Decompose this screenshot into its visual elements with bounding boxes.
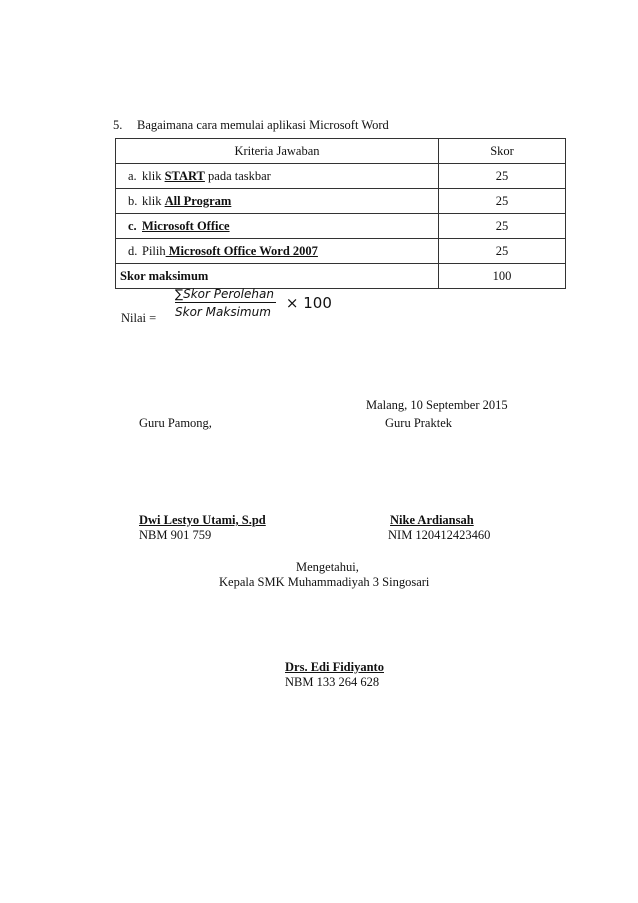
- row-score: 25: [439, 239, 566, 264]
- head-signer-name: Drs. Edi Fidiyanto: [285, 660, 384, 674]
- row-letter: c.: [128, 218, 137, 233]
- place-date: Malang, 10 September 2015: [366, 398, 508, 412]
- right-role: Guru Praktek: [385, 416, 452, 430]
- head-signer-id: NBM 133 264 628: [285, 675, 380, 689]
- row-score: 25: [439, 214, 566, 239]
- total-score: 100: [439, 264, 566, 289]
- formula-numerator: ∑Skor Perolehan: [175, 287, 274, 301]
- left-role: Guru Pamong,: [139, 416, 212, 430]
- row-letter: a.: [128, 168, 137, 183]
- formula-multiplier: × 100: [285, 294, 332, 312]
- table-row: [116, 239, 566, 264]
- row-text-before: Pilih: [142, 243, 166, 258]
- table-total-row: [116, 264, 566, 289]
- left-signer-name: Dwi Lestyo Utami, S.pd: [139, 513, 266, 527]
- table-header-row: [116, 139, 566, 164]
- formula-label: Nilai =: [121, 311, 157, 325]
- table-row: [116, 189, 566, 214]
- row-letter: d.: [128, 243, 138, 258]
- formula-denominator: Skor Maksimum: [175, 305, 271, 319]
- row-text-before: klik: [142, 168, 165, 183]
- row-text-after: pada taskbar: [204, 168, 271, 183]
- scoring-table: [115, 138, 566, 289]
- score-formula: [175, 287, 332, 319]
- acknowledge-label: Mengetahui,: [296, 560, 359, 574]
- table-row: [116, 214, 566, 239]
- row-emphasis: START: [164, 168, 205, 183]
- total-label: Skor maksimum: [116, 264, 439, 289]
- table-row: [116, 164, 566, 189]
- header-score: Skor: [439, 139, 566, 164]
- question: [113, 118, 389, 133]
- right-signer-id: NIM 120412423460: [388, 528, 491, 542]
- row-emphasis: All Program: [164, 193, 232, 208]
- question-text: Bagaimana cara memulai aplikasi Microsoft Word: [137, 118, 389, 132]
- row-text-before: klik: [142, 193, 165, 208]
- left-signer-id: NBM 901 759: [139, 528, 212, 542]
- row-letter: b.: [128, 193, 138, 208]
- formula-fraction: [175, 287, 276, 319]
- row-score: 25: [439, 189, 566, 214]
- header-criteria: Kriteria Jawaban: [116, 139, 439, 164]
- head-title: Kepala SMK Muhammadiyah 3 Singosari: [219, 575, 430, 589]
- row-emphasis: Microsoft Office Word 2007: [165, 243, 318, 258]
- question-number: 5.: [113, 118, 123, 132]
- row-emphasis: Microsoft Office: [142, 218, 230, 233]
- row-score: 25: [439, 164, 566, 189]
- right-signer-name: Nike Ardiansah: [390, 513, 474, 527]
